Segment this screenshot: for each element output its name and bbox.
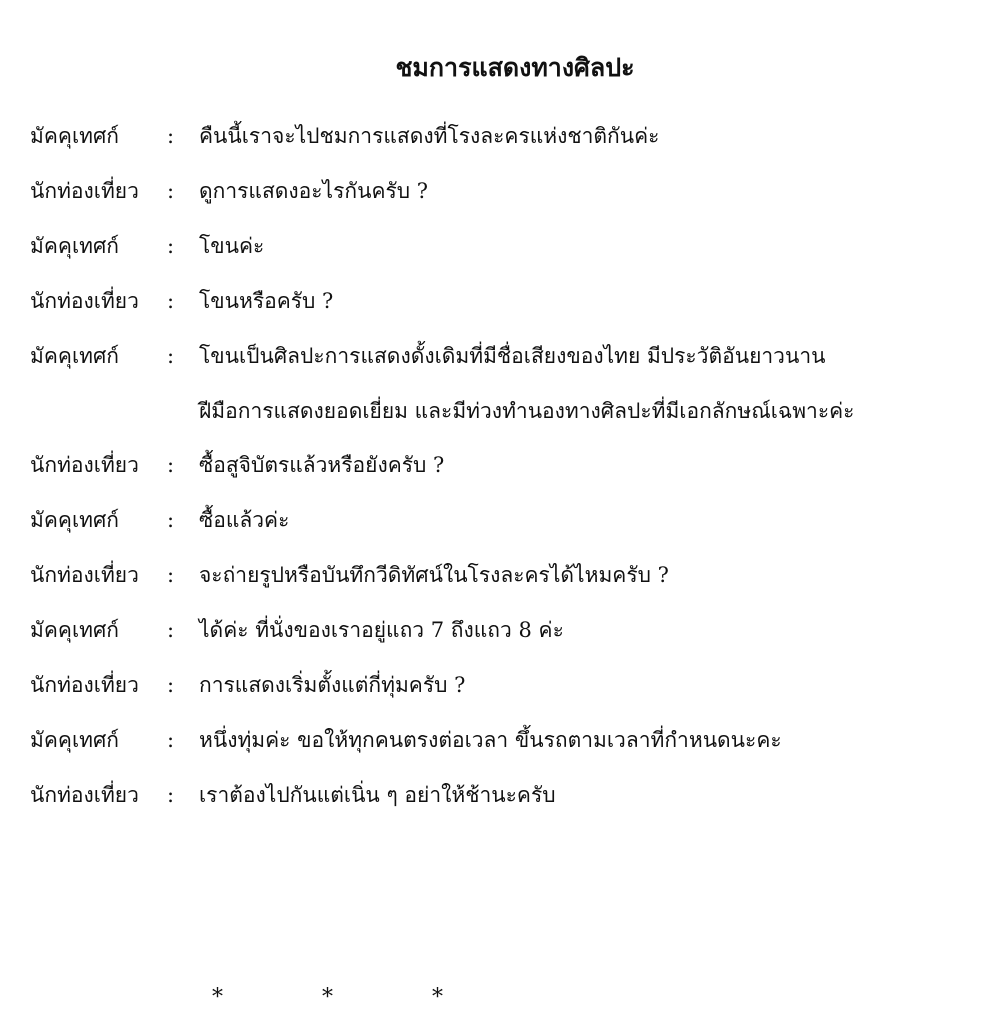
dialogue-line	[0, 775, 1002, 815]
speech-text: ได้ค่ะ ที่นั่งของเราอยู่แถว 7 ถึงแถว 8 ค่ะ	[199, 618, 564, 642]
dialogue-line	[0, 610, 1002, 650]
dialogue-line	[0, 336, 1002, 376]
speech-text: การแสดงเริ่มตั้งแต่กี่ทุ่มครับ ?	[199, 673, 466, 697]
speaker-colon: :	[167, 673, 175, 697]
speaker-label: มัคคุเทศก์	[30, 234, 120, 258]
speaker-colon: :	[167, 289, 175, 313]
speech-text: คืนนี้เราจะไปชมการแสดงที่โรงละครแห่งชาติกันค่ะ	[199, 124, 660, 148]
speaker-label: มัคคุเทศก์	[30, 508, 120, 532]
speech-text: โขนเป็นศิลปะการแสดงดั้งเดิมที่มีชื่อเสียงของไทย มีประวัติอันยาวนาน	[199, 344, 826, 368]
end-mark: *	[432, 985, 443, 1010]
dialogue-line	[0, 391, 1002, 431]
speaker-colon: :	[167, 783, 175, 807]
dialogue-line	[0, 226, 1002, 266]
speech-text: ซื้อแล้วค่ะ	[199, 508, 290, 532]
dialogue-line	[0, 665, 1002, 705]
speaker-label: นักท่องเที่ยว	[30, 673, 139, 697]
speaker-colon: :	[167, 234, 175, 258]
dialogue-line	[0, 171, 1002, 211]
speaker-colon: :	[167, 563, 175, 587]
speech-text: เราต้องไปกันแต่เนิ่น ๆ อย่าให้ช้านะครับ	[199, 783, 556, 807]
speaker-label: นักท่องเที่ยว	[30, 289, 139, 313]
speaker-label: นักท่องเที่ยว	[30, 179, 139, 203]
speech-text: ฝีมือการแสดงยอดเยี่ยม และมีท่วงทำนองทางศิลปะที่มีเอกลักษณ์เฉพาะค่ะ	[199, 399, 855, 423]
speech-text: ดูการแสดงอะไรกันครับ ?	[199, 179, 429, 203]
speaker-label: มัคคุเทศก์	[30, 124, 120, 148]
dialogue-line	[0, 720, 1002, 760]
speaker-label: มัคคุเทศก์	[30, 618, 120, 642]
dialogue-line	[0, 500, 1002, 540]
speaker-colon: :	[167, 728, 175, 752]
dialogue-line	[0, 116, 1002, 156]
end-marks	[0, 978, 1002, 1018]
speaker-colon: :	[167, 124, 175, 148]
speaker-label: นักท่องเที่ยว	[30, 563, 139, 587]
speaker-colon: :	[167, 618, 175, 642]
speaker-colon: :	[167, 344, 175, 368]
speaker-label: มัคคุเทศก์	[30, 728, 120, 752]
end-mark: *	[322, 985, 333, 1010]
speaker-label: นักท่องเที่ยว	[30, 453, 139, 477]
dialogue-line	[0, 555, 1002, 595]
page-title: ชมการแสดงทางศิลปะ	[395, 53, 635, 82]
speech-text: จะถ่ายรูปหรือบันทึกวีดิทัศน์ในโรงละครได้ไหมครับ ?	[199, 563, 669, 587]
speaker-colon: :	[167, 179, 175, 203]
speech-text: โขนค่ะ	[199, 234, 265, 258]
speech-text: หนึ่งทุ่มค่ะ ขอให้ทุกคนตรงต่อเวลา ขึ้นรถตามเวลาที่กำหนดนะคะ	[199, 728, 782, 752]
end-mark: *	[212, 985, 223, 1010]
dialogue-line	[0, 281, 1002, 321]
speaker-colon: :	[167, 453, 175, 477]
speaker-colon: :	[167, 508, 175, 532]
dialogue-line	[0, 445, 1002, 485]
speech-text: ซื้อสูจิบัตรแล้วหรือยังครับ ?	[199, 453, 445, 477]
speech-text: โขนหรือครับ ?	[199, 289, 334, 313]
speaker-label: นักท่องเที่ยว	[30, 783, 139, 807]
speaker-label: มัคคุเทศก์	[30, 344, 120, 368]
